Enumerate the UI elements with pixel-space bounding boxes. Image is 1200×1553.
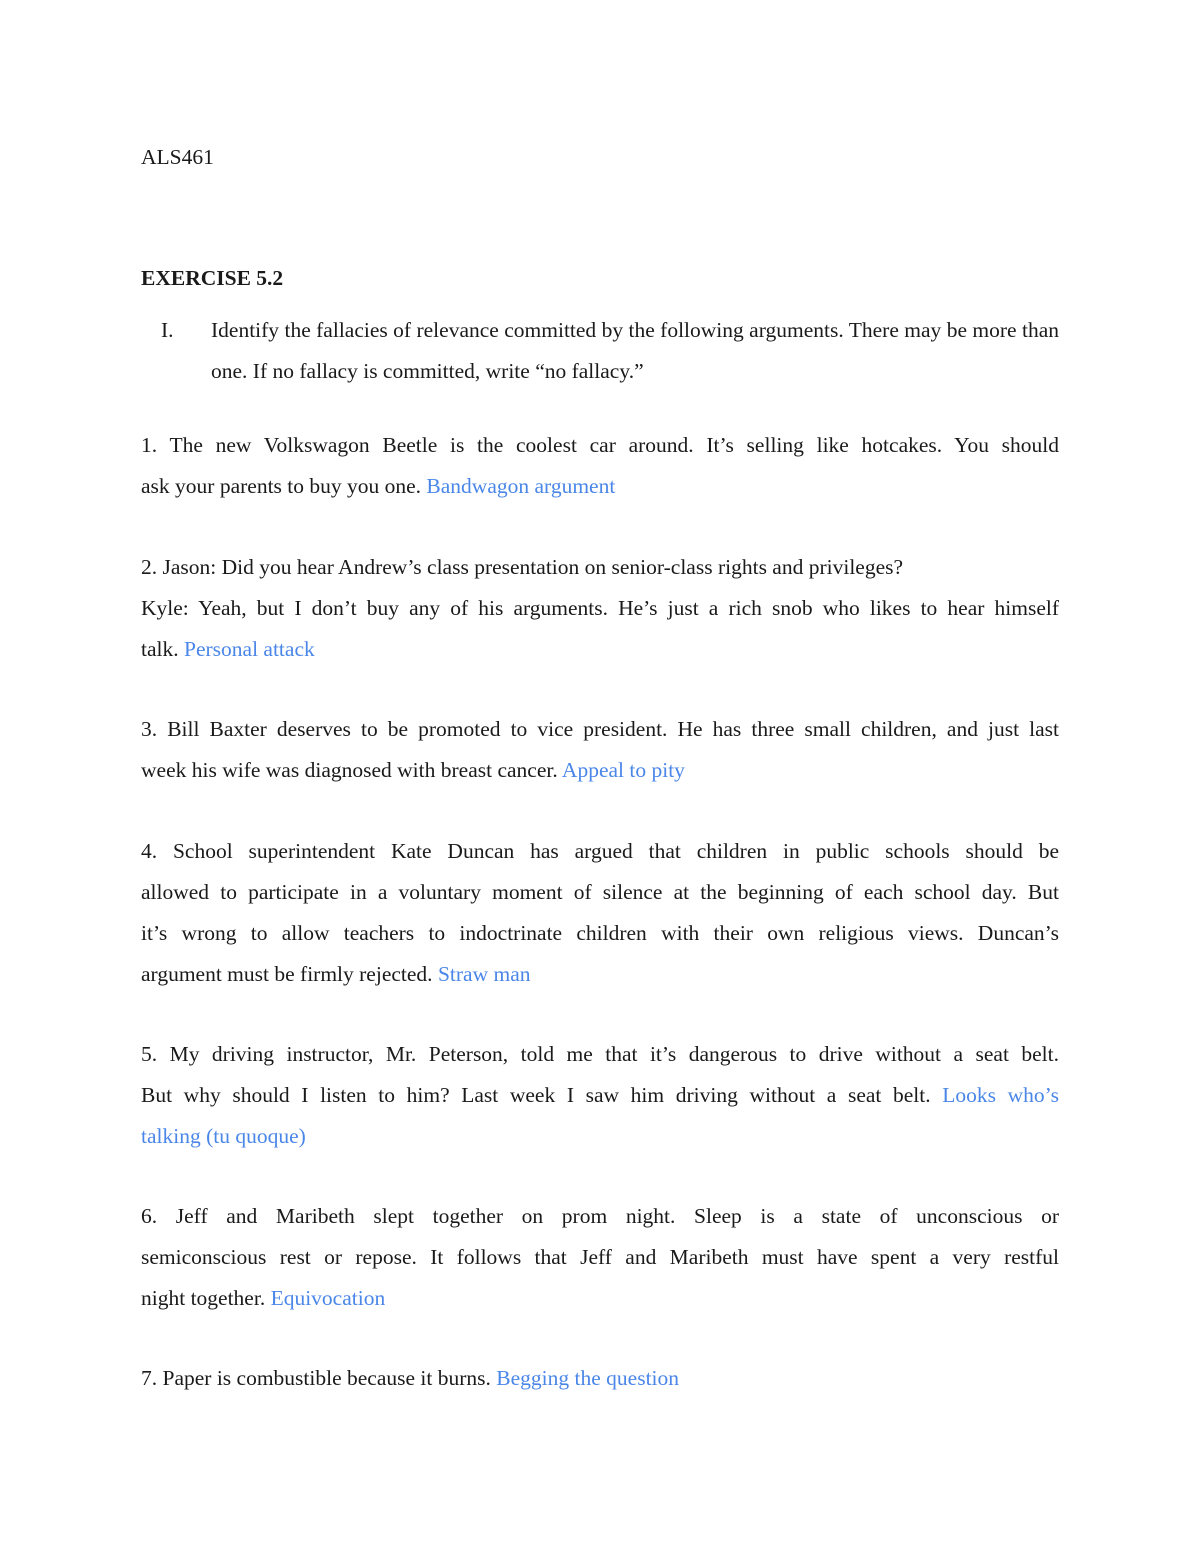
item-line: it’s wrong to allow teachers to indoctrinate children with their own religious views. Duncan’s: [141, 921, 1059, 945]
answer-text: Appeal to pity: [561, 758, 685, 782]
item-line-text: week his wife was diagnosed with breast cancer.: [141, 758, 562, 782]
item-line: [141, 629, 1059, 670]
answer-text: Personal attack: [184, 637, 315, 661]
item-line-text: talk.: [141, 637, 184, 661]
item-line: [141, 1116, 1059, 1157]
item-line: [141, 466, 1059, 507]
item-line: [141, 750, 1059, 791]
exercise-item-7: [141, 1358, 1059, 1399]
item-line-text: 7. Paper is combustible because it burns.: [141, 1366, 497, 1390]
answer-text: Bandwagon argument: [426, 474, 616, 498]
item-line: Kyle: Yeah, but I don’t buy any of his arguments. He’s just a rich snob who likes to hear himself: [141, 596, 1059, 620]
answer-text: Straw man: [437, 962, 531, 986]
exercise-title: EXERCISE 5.2: [141, 266, 284, 290]
item-line: [141, 1278, 1059, 1319]
item-line-text: argument must be firmly rejected.: [141, 962, 438, 986]
exercise-item-3: [141, 709, 1059, 791]
item-line: 6. Jeff and Maribeth slept together on prom night. Sleep is a state of unconscious or: [141, 1204, 1059, 1228]
answer-text: Begging the question: [496, 1366, 680, 1390]
item-line: allowed to participate in a voluntary moment of silence at the beginning of each school day. But: [141, 880, 1059, 904]
item-line: [141, 954, 1059, 995]
exercise-item-2: [141, 547, 1059, 670]
item-line-text: But why should I listen to him? Last week I saw him driving without a seat belt.: [141, 1083, 943, 1107]
answer-text: Looks who’s: [942, 1083, 1059, 1107]
exercise-item-5: [141, 1034, 1059, 1157]
item-line: [141, 1075, 1059, 1116]
item-line: 5. My driving instructor, Mr. Peterson, told me that it’s dangerous to drive without a seat belt.: [141, 1042, 1059, 1066]
instruction-text: Identify the fallacies of relevance committed by the following arguments. There may be more than one. If no fallacy is committed, write “no fallacy.”: [211, 318, 1059, 383]
item-line: 2. Jason: Did you hear Andrew’s class presentation on senior-class rights and privileges?: [141, 555, 904, 579]
answer-text: Equivocation: [270, 1286, 386, 1310]
instruction-block: [141, 310, 1059, 392]
item-line: [141, 1358, 1059, 1399]
answer-text: talking (tu quoque): [141, 1124, 306, 1148]
exercise-item-4: [141, 831, 1059, 995]
item-line-text: night together.: [141, 1286, 271, 1310]
item-line: 1. The new Volkswagon Beetle is the coolest car around. It’s selling like hotcakes. You should: [141, 433, 1059, 457]
item-line: 4. School superintendent Kate Duncan has argued that children in public schools should be: [141, 839, 1059, 863]
exercise-item-6: [141, 1196, 1059, 1319]
item-line-text: ask your parents to buy you one.: [141, 474, 427, 498]
exercise-item-1: [141, 425, 1059, 507]
item-line: 3. Bill Baxter deserves to be promoted to vice president. He has three small children, and just last: [141, 717, 1059, 741]
instruction-numeral: I.: [161, 318, 174, 342]
item-line: semiconscious rest or repose. It follows that Jeff and Maribeth must have spent a very restful: [141, 1245, 1059, 1269]
course-code: ALS461: [141, 145, 214, 169]
